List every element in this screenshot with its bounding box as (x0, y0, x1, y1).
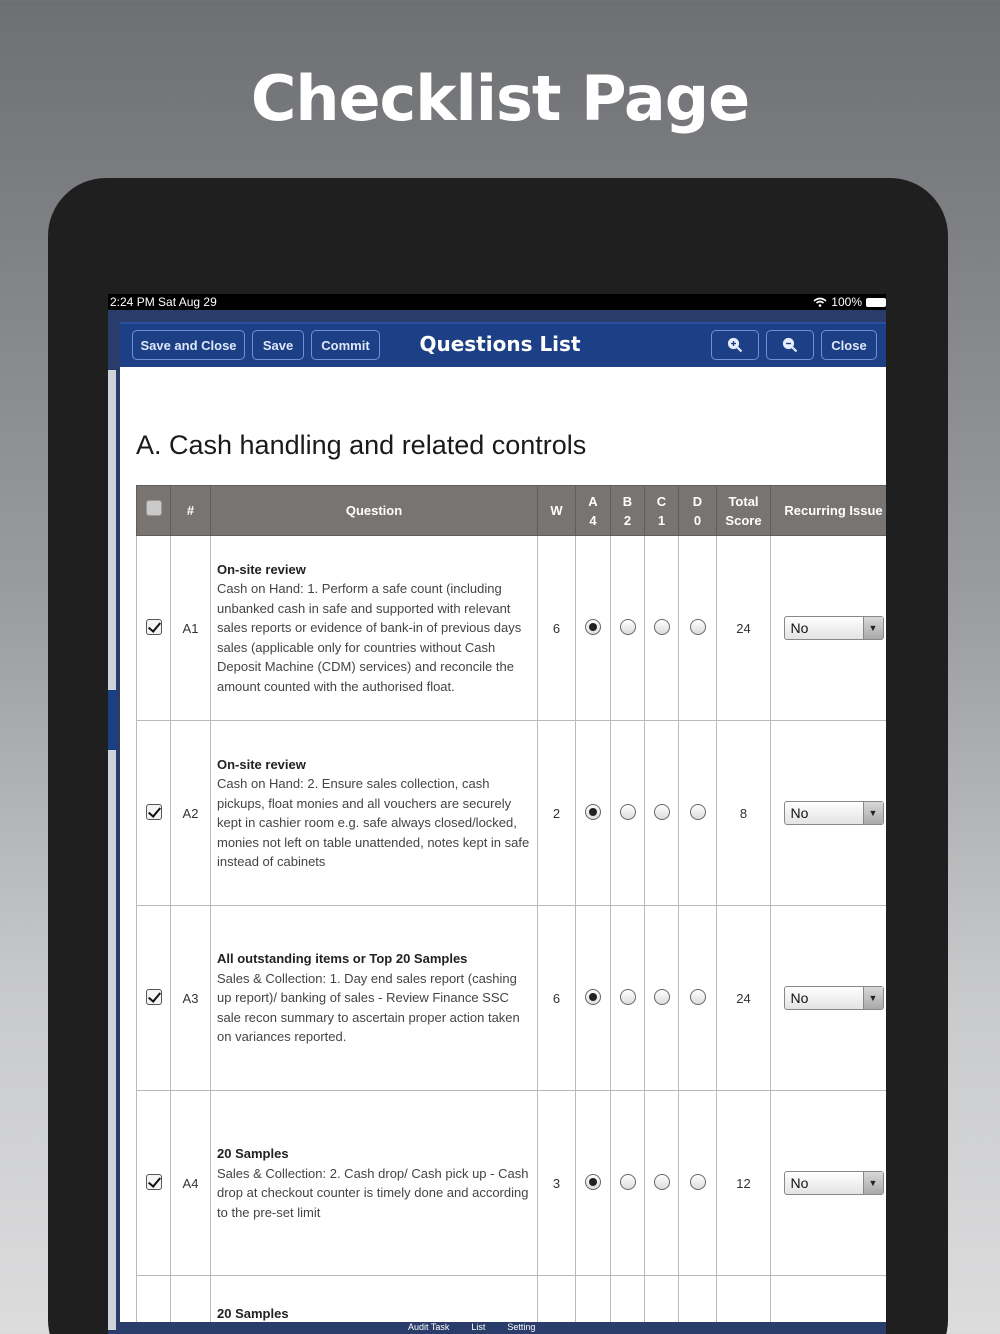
recurring-issue-value: No (790, 1175, 809, 1191)
question-cell (211, 1091, 538, 1276)
header-d-score: 0 (693, 512, 702, 528)
select-all-header (137, 486, 171, 536)
question-heading: 20 Samples (217, 1306, 289, 1321)
recurring-issue-cell (771, 906, 887, 1091)
page-title: Questions List (419, 332, 581, 356)
row-weight: 6 (538, 906, 576, 1091)
option-d-cell (679, 721, 717, 906)
table-row (137, 536, 887, 721)
question-text: Cash on Hand: 1. Perform a safe count (including unbanked cash in safe and supported with relevant sales reports or evidence of bank-in of previous days sales (applicable only for countries without Cash Deposit Machine (CDM) services) and reconcile the amount counted with the authorised float. (217, 581, 522, 694)
table-row (137, 721, 887, 906)
row-checkbox[interactable] (146, 989, 162, 1005)
background-sidebar (108, 370, 116, 1330)
row-total-score: 8 (717, 721, 771, 906)
zoom-in-button[interactable] (711, 330, 759, 360)
header-weight: W (538, 486, 576, 536)
battery-icon (866, 298, 886, 307)
zoom-in-icon (727, 337, 743, 353)
table-row (137, 1276, 887, 1323)
table-row (137, 906, 887, 1091)
section-title: A. Cash handling and related controls (136, 430, 587, 460)
option-a-radio[interactable] (585, 619, 601, 635)
option-b-radio[interactable] (620, 1174, 636, 1190)
row-checkbox[interactable] (146, 804, 162, 820)
row-id: A3 (171, 906, 211, 1091)
recurring-issue-select[interactable] (784, 616, 884, 640)
header-total-score (717, 486, 771, 536)
header-total-line2: Score (725, 512, 762, 528)
option-d-radio[interactable] (690, 804, 706, 820)
status-bar (108, 294, 886, 310)
option-a-radio[interactable] (585, 1174, 601, 1190)
recurring-issue-cell (771, 1091, 887, 1276)
recurring-issue-cell (771, 721, 887, 906)
promo-title: Checklist Page (250, 62, 750, 135)
question-heading: On-site review (217, 756, 306, 772)
header-c-label: C (656, 493, 667, 509)
recurring-issue-value: No (790, 805, 809, 821)
tab-list[interactable]: List (471, 1322, 486, 1332)
header-a-label: A (588, 493, 598, 509)
row-select-cell (137, 721, 171, 906)
question-text: Sales & Collection: 1. Day end sales report (cashing up report)/ banking of sales - Review Finance SSC sale recon summary to ascertain proper action taken on variances reported. (217, 970, 520, 1045)
table-row (137, 1091, 887, 1276)
option-a-radio[interactable] (585, 804, 601, 820)
row-weight: 3 (538, 1091, 576, 1276)
tab-setting[interactable]: Setting (507, 1322, 536, 1332)
row-select-cell (137, 1276, 171, 1323)
tablet-screen (108, 294, 886, 1334)
recurring-issue-select[interactable] (784, 986, 884, 1010)
row-total-score: 12 (717, 1091, 771, 1276)
row-total-score: 24 (717, 536, 771, 721)
option-d-radio[interactable] (690, 1174, 706, 1190)
header-b (611, 486, 645, 536)
header-question: Question (211, 486, 538, 536)
option-a-radio[interactable] (585, 989, 601, 1005)
option-b-cell (611, 536, 645, 721)
row-id (171, 1276, 211, 1323)
header-d-label: D (692, 493, 703, 509)
question-cell (211, 1276, 538, 1323)
dropdown-arrow-icon: ▼ (863, 802, 883, 824)
status-right (813, 294, 886, 310)
recurring-issue-value: No (790, 990, 809, 1006)
header-b-score: 2 (623, 512, 632, 528)
question-heading: 20 Samples (217, 1146, 289, 1161)
questions-table (136, 485, 886, 1322)
question-cell (211, 721, 538, 906)
option-d-radio[interactable] (690, 619, 706, 635)
recurring-issue-select[interactable] (784, 801, 884, 825)
header-recurring-issue: Recurring Issue (771, 486, 887, 536)
save-button[interactable]: Save (252, 330, 304, 360)
tab-audit-task[interactable]: Audit Task (408, 1322, 450, 1332)
empty-cell (538, 1276, 576, 1323)
row-checkbox[interactable] (146, 619, 162, 635)
empty-cell (576, 1276, 611, 1323)
header-c (645, 486, 679, 536)
option-a-cell (576, 721, 611, 906)
question-text: Cash on Hand: 2. Ensure sales collection, cash pickups, float monies and all vouchers are securely kept in cashier room e.g. safe always closed/locked, monies not left on table unattended, notes kept in safe instead of cabinets (217, 776, 530, 869)
option-b-cell (611, 906, 645, 1091)
header-num: # (171, 486, 211, 536)
empty-cell (771, 1276, 887, 1323)
option-c-cell (645, 906, 679, 1091)
option-c-radio[interactable] (654, 989, 670, 1005)
dropdown-arrow-icon: ▼ (863, 987, 883, 1009)
zoom-out-button[interactable] (766, 330, 814, 360)
select-all-checkbox[interactable] (146, 500, 162, 516)
empty-cell (679, 1276, 717, 1323)
option-c-radio[interactable] (654, 619, 670, 635)
option-d-cell (679, 536, 717, 721)
question-heading: All outstanding items or Top 20 Samples (217, 951, 468, 967)
row-select-cell (137, 1091, 171, 1276)
bottom-tab-bar (408, 1322, 535, 1334)
recurring-issue-value: No (790, 620, 809, 636)
option-d-cell (679, 906, 717, 1091)
option-a-cell (576, 536, 611, 721)
option-d-cell (679, 1091, 717, 1276)
header-c-score: 1 (657, 512, 666, 528)
option-b-cell (611, 1091, 645, 1276)
row-id: A2 (171, 721, 211, 906)
option-b-cell (611, 721, 645, 906)
option-c-cell (645, 536, 679, 721)
row-id: A1 (171, 536, 211, 721)
row-total-score: 24 (717, 906, 771, 1091)
option-a-cell (576, 1091, 611, 1276)
empty-cell (645, 1276, 679, 1323)
row-weight: 2 (538, 721, 576, 906)
empty-cell (611, 1276, 645, 1323)
row-id: A4 (171, 1091, 211, 1276)
commit-button[interactable]: Commit (311, 330, 380, 360)
option-c-cell (645, 1091, 679, 1276)
table-header-row (137, 486, 887, 536)
header-a-score: 4 (589, 512, 597, 528)
battery-percent: 100% (831, 295, 862, 309)
option-b-radio[interactable] (620, 619, 636, 635)
option-b-radio[interactable] (620, 804, 636, 820)
option-b-radio[interactable] (620, 989, 636, 1005)
option-d-radio[interactable] (690, 989, 706, 1005)
row-select-cell (137, 906, 171, 1091)
save-and-close-button[interactable]: Save and Close (132, 330, 245, 360)
option-a-cell (576, 906, 611, 1091)
question-text: Sales & Collection: 2. Cash drop/ Cash pick up - Cash drop at checkout counter is timely done and according to the pre-set limit (217, 1165, 529, 1220)
header-total-line1: Total (728, 493, 759, 509)
header-d (679, 486, 717, 536)
option-c-radio[interactable] (654, 804, 670, 820)
question-cell (211, 536, 538, 721)
zoom-out-icon (782, 337, 798, 353)
option-c-cell (645, 721, 679, 906)
questions-modal (120, 322, 886, 1322)
question-heading: On-site review (217, 561, 306, 577)
background-sidebar-highlight (108, 690, 116, 750)
modal-toolbar (120, 322, 886, 367)
row-weight: 6 (538, 536, 576, 721)
question-cell (211, 906, 538, 1091)
header-b-label: B (622, 493, 633, 509)
header-a (576, 486, 611, 536)
row-checkbox[interactable] (146, 1174, 162, 1190)
wifi-icon (813, 297, 827, 307)
recurring-issue-select[interactable] (784, 1171, 884, 1195)
recurring-issue-cell (771, 536, 887, 721)
status-time: 2:24 PM Sat Aug 29 (110, 295, 217, 309)
dropdown-arrow-icon: ▼ (863, 1172, 883, 1194)
row-select-cell (137, 536, 171, 721)
option-c-radio[interactable] (654, 1174, 670, 1190)
empty-cell (717, 1276, 771, 1323)
close-button[interactable]: Close (821, 330, 877, 360)
dropdown-arrow-icon: ▼ (863, 617, 883, 639)
